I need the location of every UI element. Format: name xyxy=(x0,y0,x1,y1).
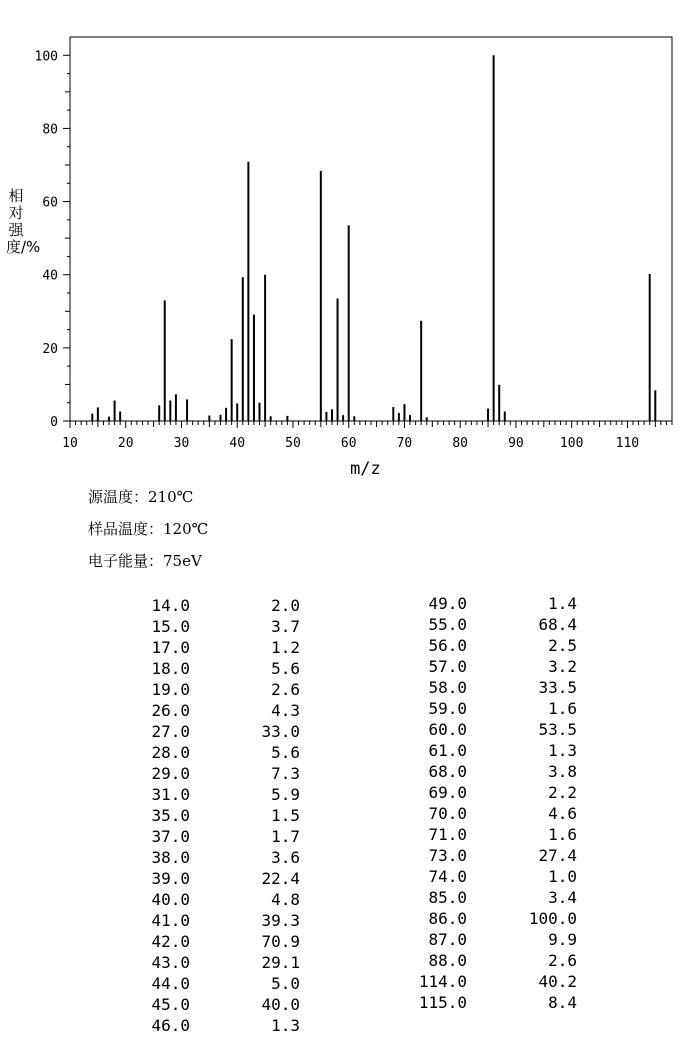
x-tick-label: 100 xyxy=(559,436,584,451)
table-row xyxy=(405,719,585,740)
intensity-value: 7.3 xyxy=(271,764,300,783)
mz-value: 15.0 xyxy=(151,617,190,636)
mz-value: 43.0 xyxy=(151,953,190,972)
table-row xyxy=(140,679,305,700)
intensity-value: 68.4 xyxy=(538,615,577,634)
sample-temperature: 样品温度：120℃ xyxy=(88,520,209,538)
mz-value: 58.0 xyxy=(428,678,467,697)
intensity-value: 100.0 xyxy=(528,909,577,928)
mz-value: 71.0 xyxy=(428,825,467,844)
intensity-value: 3.7 xyxy=(271,617,300,636)
intensity-value: 1.4 xyxy=(548,594,577,613)
mz-value: 56.0 xyxy=(428,636,467,655)
mz-value: 60.0 xyxy=(428,720,467,739)
mz-value: 74.0 xyxy=(428,867,467,886)
mz-value: 88.0 xyxy=(428,951,467,970)
intensity-value: 9.9 xyxy=(548,930,577,949)
table-row xyxy=(140,1015,305,1036)
intensity-value: 39.3 xyxy=(261,911,300,930)
table-row xyxy=(140,847,305,868)
table-row xyxy=(140,973,305,994)
intensity-value: 70.9 xyxy=(261,932,300,951)
table-row xyxy=(140,763,305,784)
table-row xyxy=(405,635,585,656)
intensity-value: 2.6 xyxy=(271,680,300,699)
mz-value: 70.0 xyxy=(428,804,467,823)
table-row xyxy=(140,994,305,1015)
mz-value: 37.0 xyxy=(151,827,190,846)
x-tick-label: 10 xyxy=(62,436,78,451)
table-row xyxy=(140,931,305,952)
table-row xyxy=(405,761,585,782)
table-row xyxy=(140,721,305,742)
mz-value: 38.0 xyxy=(151,848,190,867)
intensity-value: 1.5 xyxy=(271,806,300,825)
intensity-value: 3.6 xyxy=(271,848,300,867)
mz-value: 85.0 xyxy=(428,888,467,907)
y-tick-label: 40 xyxy=(42,268,58,284)
intensity-value: 2.2 xyxy=(548,783,577,802)
intensity-value: 22.4 xyxy=(261,869,300,888)
intensity-value: 5.0 xyxy=(271,974,300,993)
table-row xyxy=(405,740,585,761)
x-tick-label: 50 xyxy=(285,436,301,451)
table-row xyxy=(140,952,305,973)
intensity-value: 3.8 xyxy=(548,762,577,781)
intensity-value: 40.2 xyxy=(538,972,577,991)
y-tick-label: 100 xyxy=(34,49,58,65)
electron-energy: 电子能量：75eV xyxy=(88,552,202,570)
y-tick-label: 0 xyxy=(50,415,58,430)
table-row xyxy=(140,868,305,889)
y-tick-label: 20 xyxy=(42,341,58,357)
intensity-value: 1.2 xyxy=(271,638,300,657)
table-row xyxy=(140,889,305,910)
table-row xyxy=(405,908,585,929)
table-row xyxy=(140,910,305,931)
intensity-value: 5.9 xyxy=(271,785,300,804)
mz-value: 39.0 xyxy=(151,869,190,888)
intensity-value: 3.4 xyxy=(548,888,577,907)
mz-value: 49.0 xyxy=(428,594,467,613)
intensity-value: 1.6 xyxy=(548,699,577,718)
mz-value: 14.0 xyxy=(151,596,190,615)
table-row xyxy=(405,992,585,1013)
table-row xyxy=(140,742,305,763)
table-row xyxy=(140,616,305,637)
plot-frame xyxy=(70,37,672,421)
mz-value: 26.0 xyxy=(151,701,190,720)
table-row xyxy=(140,595,305,616)
intensity-value: 1.3 xyxy=(271,1016,300,1035)
mz-value: 27.0 xyxy=(151,722,190,741)
table-row xyxy=(405,971,585,992)
mz-value: 19.0 xyxy=(151,680,190,699)
table-row xyxy=(405,803,585,824)
intensity-value: 33.0 xyxy=(261,722,300,741)
table-row xyxy=(405,866,585,887)
x-tick-label: 40 xyxy=(229,436,246,451)
x-tick-label: 80 xyxy=(452,436,469,451)
y-tick-label: 80 xyxy=(42,122,58,138)
table-row xyxy=(140,784,305,805)
table-row xyxy=(405,845,585,866)
mz-value: 59.0 xyxy=(428,699,467,718)
x-tick-label: 30 xyxy=(173,436,190,451)
table-row xyxy=(405,824,585,845)
table-row xyxy=(140,637,305,658)
mz-value: 17.0 xyxy=(151,638,190,657)
x-axis-label: m/z xyxy=(350,459,381,479)
intensity-value: 2.0 xyxy=(271,596,300,615)
table-row xyxy=(140,805,305,826)
peak-table-left xyxy=(140,595,305,1036)
peak-table-right xyxy=(405,593,585,1013)
intensity-value: 4.6 xyxy=(548,804,577,823)
x-tick-label: 90 xyxy=(508,436,524,451)
intensity-value: 5.6 xyxy=(271,659,300,678)
intensity-value: 4.3 xyxy=(271,701,300,720)
mz-value: 73.0 xyxy=(428,846,467,865)
x-tick-label: 20 xyxy=(117,436,134,451)
mz-value: 28.0 xyxy=(151,743,190,762)
y-tick-label: 60 xyxy=(42,195,58,211)
chart-svg xyxy=(0,0,696,480)
x-tick-label: 60 xyxy=(340,436,357,451)
intensity-value: 1.0 xyxy=(548,867,577,886)
table-row xyxy=(405,656,585,677)
table-row xyxy=(140,826,305,847)
intensity-value: 33.5 xyxy=(538,678,577,697)
table-row xyxy=(405,929,585,950)
mz-value: 31.0 xyxy=(151,785,190,804)
mz-value: 45.0 xyxy=(151,995,190,1014)
intensity-value: 1.3 xyxy=(548,741,577,760)
mz-value: 55.0 xyxy=(428,615,467,634)
intensity-value: 27.4 xyxy=(538,846,577,865)
mz-value: 69.0 xyxy=(428,783,467,802)
mz-value: 87.0 xyxy=(428,930,467,949)
x-tick-label: 70 xyxy=(396,436,413,451)
mz-value: 114.0 xyxy=(418,972,467,991)
mz-value: 41.0 xyxy=(151,911,190,930)
intensity-value: 1.6 xyxy=(548,825,577,844)
table-row xyxy=(405,698,585,719)
table-row xyxy=(405,887,585,908)
mz-value: 29.0 xyxy=(151,764,190,783)
intensity-value: 2.5 xyxy=(548,636,577,655)
intensity-value: 29.1 xyxy=(261,953,300,972)
y-axis-label: 相对强度/% xyxy=(6,187,41,256)
table-row xyxy=(405,614,585,635)
mz-value: 86.0 xyxy=(428,909,467,928)
mz-value: 42.0 xyxy=(151,932,190,951)
intensity-value: 40.0 xyxy=(261,995,300,1014)
table-row xyxy=(140,658,305,679)
intensity-value: 1.7 xyxy=(271,827,300,846)
intensity-value: 2.6 xyxy=(548,951,577,970)
chart-canvas xyxy=(0,0,696,480)
mz-value: 57.0 xyxy=(428,657,467,676)
intensity-value: 3.2 xyxy=(548,657,577,676)
intensity-value: 53.5 xyxy=(538,720,577,739)
mz-value: 44.0 xyxy=(151,974,190,993)
intensity-value: 4.8 xyxy=(271,890,300,909)
intensity-value: 8.4 xyxy=(548,993,577,1012)
table-row xyxy=(405,677,585,698)
table-row xyxy=(405,782,585,803)
table-row xyxy=(405,950,585,971)
table-row xyxy=(405,593,585,614)
source-temperature: 源温度：210℃ xyxy=(88,488,194,506)
mz-value: 68.0 xyxy=(428,762,467,781)
mz-value: 35.0 xyxy=(151,806,190,825)
mz-value: 61.0 xyxy=(428,741,467,760)
table-row xyxy=(140,700,305,721)
mass-spectrum-chart xyxy=(0,0,696,480)
mz-value: 46.0 xyxy=(151,1016,190,1035)
mz-value: 18.0 xyxy=(151,659,190,678)
mz-value: 115.0 xyxy=(418,993,467,1012)
x-tick-label: 110 xyxy=(615,436,640,451)
mz-value: 40.0 xyxy=(151,890,190,909)
intensity-value: 5.6 xyxy=(271,743,300,762)
